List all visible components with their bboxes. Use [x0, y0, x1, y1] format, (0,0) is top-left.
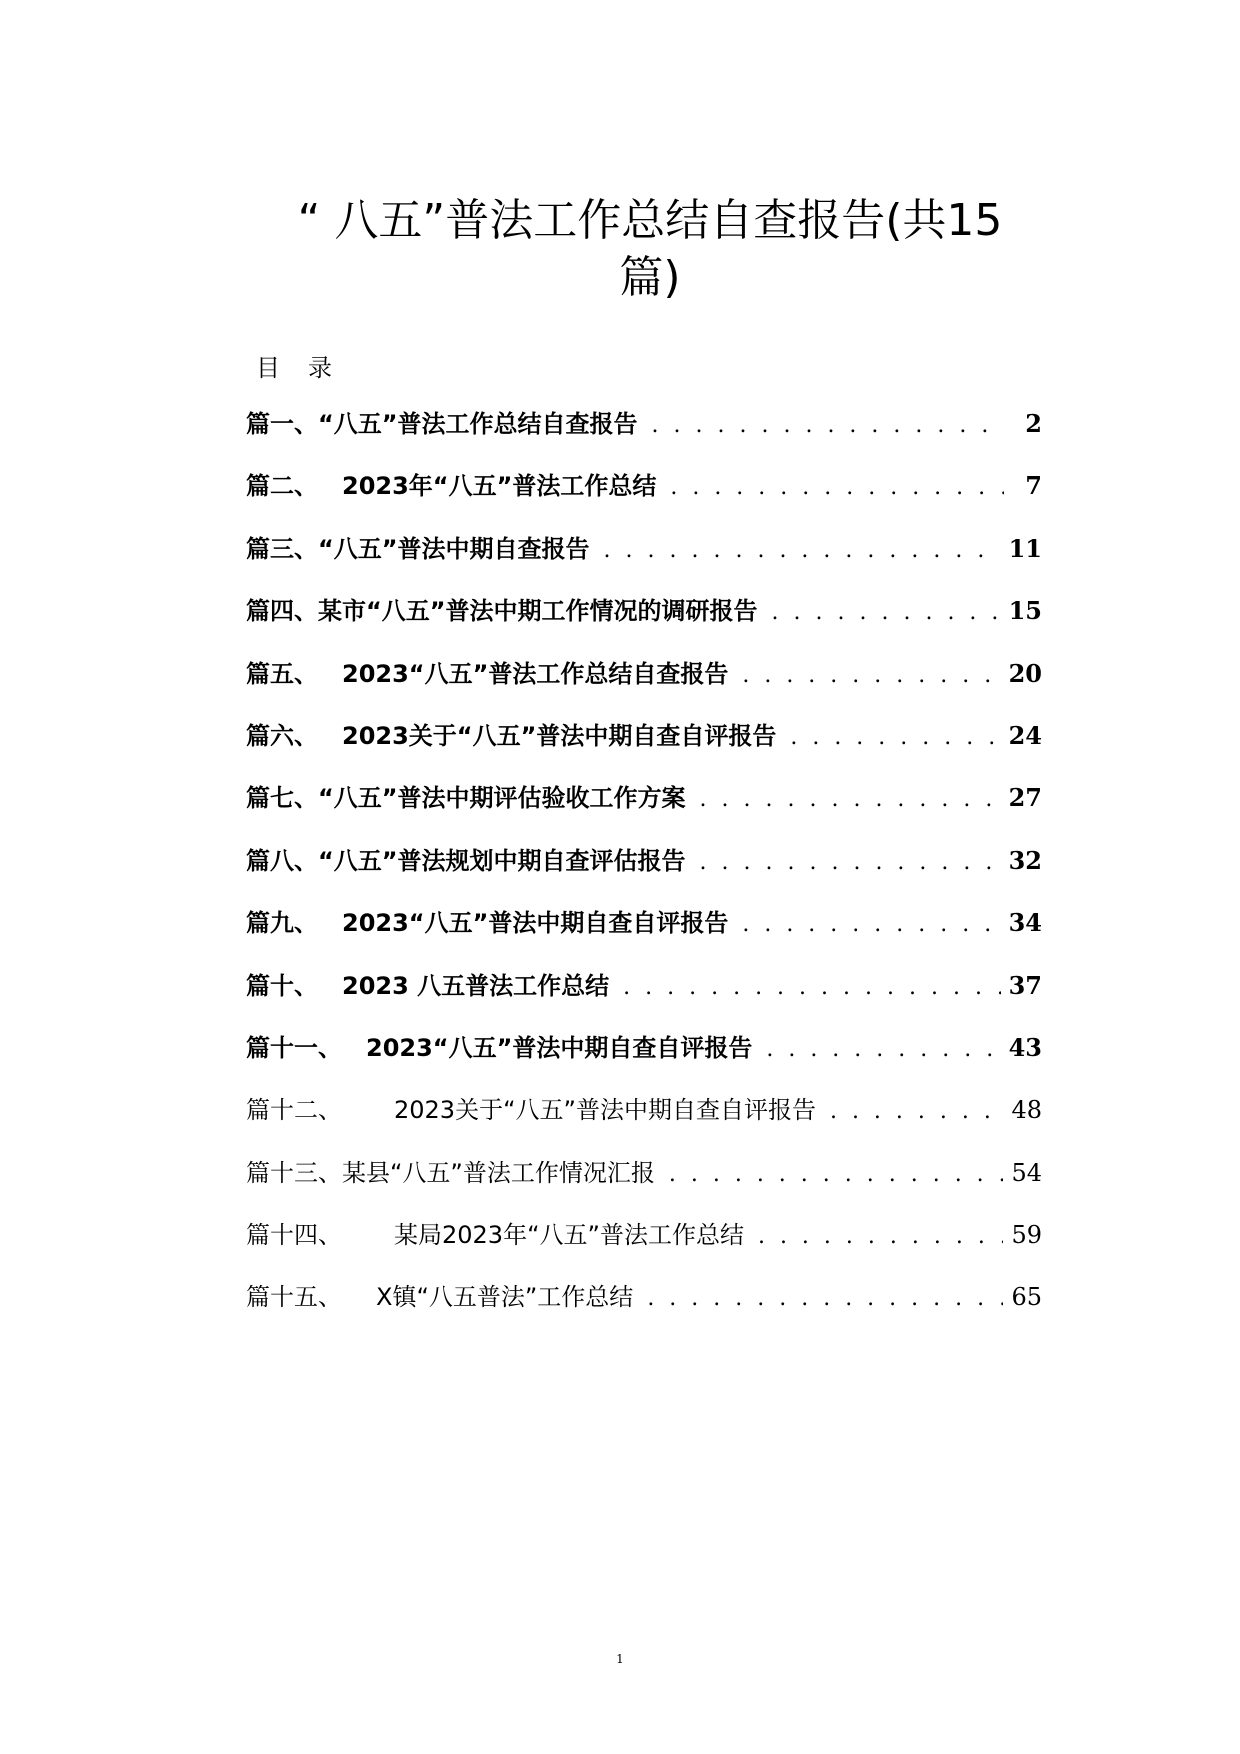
toc-entry-number: 篇十、 — [246, 971, 318, 1000]
toc-entry-page: 2 — [1025, 409, 1042, 438]
toc-entry[interactable] — [246, 778, 1042, 840]
toc-entry-page: 59 — [1011, 1221, 1042, 1250]
toc-entry-number: 篇四、 — [246, 597, 318, 626]
dot-leader — [647, 1286, 1003, 1311]
toc-entry-number: 篇二、 — [246, 472, 318, 501]
toc-entry-page: 24 — [1008, 720, 1042, 750]
dot-leader — [669, 1162, 1004, 1187]
toc-entry[interactable] — [246, 654, 1042, 716]
toc-entry-title: 2023关于“八五”普法中期自查自评报告 — [342, 721, 777, 750]
page-number: 1 — [616, 1652, 624, 1666]
toc-entry[interactable] — [246, 716, 1042, 778]
dot-leader — [604, 538, 1001, 563]
toc-entry-title: “八五”普法工作总结自查报告 — [318, 410, 638, 438]
toc-entry-page: 65 — [1011, 1283, 1042, 1312]
dot-leader — [700, 850, 1001, 875]
toc-entry-title: 2023年“八五”普法工作总结 — [342, 472, 657, 501]
toc-entry-title: 某市“八五”普法中期工作情况的调研报告 — [318, 597, 758, 626]
dot-leader — [758, 1224, 1004, 1249]
toc-entry-page: 34 — [1008, 908, 1042, 938]
toc-entry-title: 2023关于“八五”普法中期自查自评报告 — [394, 1096, 816, 1125]
toc-entry-page: 15 — [1008, 596, 1042, 626]
toc-entry-page: 37 — [1008, 970, 1042, 1000]
toc-entry-title: 某县“八五”普法工作情况汇报 — [342, 1158, 655, 1187]
table-of-contents — [246, 404, 1042, 1340]
toc-entry-number: 篇八、 — [246, 846, 318, 875]
toc-entry-number: 篇一、 — [246, 410, 318, 438]
dot-leader — [652, 413, 1004, 438]
toc-entry-title: 某局2023年“八五”普法工作总结 — [394, 1221, 744, 1250]
toc-entry[interactable] — [246, 1090, 1042, 1152]
toc-entry[interactable] — [246, 841, 1042, 903]
toc-entry-page: 54 — [1011, 1158, 1042, 1187]
toc-entry-number: 篇九、 — [246, 909, 318, 938]
toc-entry-title: 2023“八五”普法中期自查自评报告 — [342, 909, 729, 938]
toc-entry-number: 篇六、 — [246, 721, 318, 750]
toc-entry[interactable] — [246, 466, 1042, 528]
toc-heading: 目录 — [256, 354, 360, 382]
toc-entry-page: 32 — [1008, 845, 1042, 875]
toc-entry-number: 篇十五、 — [246, 1283, 342, 1312]
toc-entry-page: 27 — [1008, 783, 1042, 813]
toc-entry-number: 篇十四、 — [246, 1221, 342, 1250]
toc-entry-title: “八五”普法中期自查报告 — [318, 534, 590, 563]
toc-entry-title: “八五”普法规划中期自查评估报告 — [318, 846, 686, 875]
toc-entry-number: 篇五、 — [246, 659, 318, 688]
toc-entry[interactable] — [246, 404, 1042, 466]
toc-entry[interactable] — [246, 529, 1042, 591]
toc-entry-title: 2023 八五普法工作总结 — [342, 971, 610, 1000]
toc-entry-page: 43 — [1008, 1032, 1042, 1062]
toc-entry-number: 篇三、 — [246, 534, 318, 563]
toc-entry[interactable] — [246, 591, 1042, 653]
dot-leader — [772, 600, 1001, 625]
toc-entry-title: 2023“八五”普法工作总结自查报告 — [342, 659, 729, 688]
toc-entry[interactable] — [246, 1215, 1042, 1277]
toc-entry-page: 11 — [1008, 533, 1042, 563]
dot-leader — [766, 1037, 1000, 1062]
toc-entry[interactable] — [246, 1028, 1042, 1090]
toc-entry-title: X镇“八五普法”工作总结 — [376, 1283, 634, 1312]
dot-leader — [623, 975, 1000, 1000]
toc-entry-number: 篇七、 — [246, 784, 318, 813]
document-title-line-1: “ 八五”普法工作总结自查报告(共15 — [297, 195, 1003, 246]
toc-entry[interactable] — [246, 903, 1042, 965]
dot-leader — [700, 787, 1001, 812]
toc-entry-title: “八五”普法中期评估验收工作方案 — [318, 784, 686, 813]
dot-leader — [790, 725, 1000, 750]
toc-entry-number: 篇十一、 — [246, 1033, 342, 1062]
toc-entry-page: 7 — [1025, 471, 1042, 501]
toc-entry[interactable] — [246, 1277, 1042, 1339]
toc-entry-page: 48 — [1011, 1096, 1042, 1125]
toc-entry-page: 20 — [1008, 658, 1042, 688]
toc-entry-title: 2023“八五”普法中期自查自评报告 — [366, 1033, 753, 1062]
dot-leader — [830, 1099, 1004, 1124]
toc-entry[interactable] — [246, 1153, 1042, 1215]
dot-leader — [670, 475, 1004, 500]
dot-leader — [742, 663, 1000, 688]
document-title-line-2: 篇) — [619, 252, 681, 303]
dot-leader — [742, 912, 1000, 937]
toc-entry-number: 篇十二、 — [246, 1096, 342, 1125]
toc-entry[interactable] — [246, 966, 1042, 1028]
toc-entry-number: 篇十三、 — [246, 1158, 342, 1187]
